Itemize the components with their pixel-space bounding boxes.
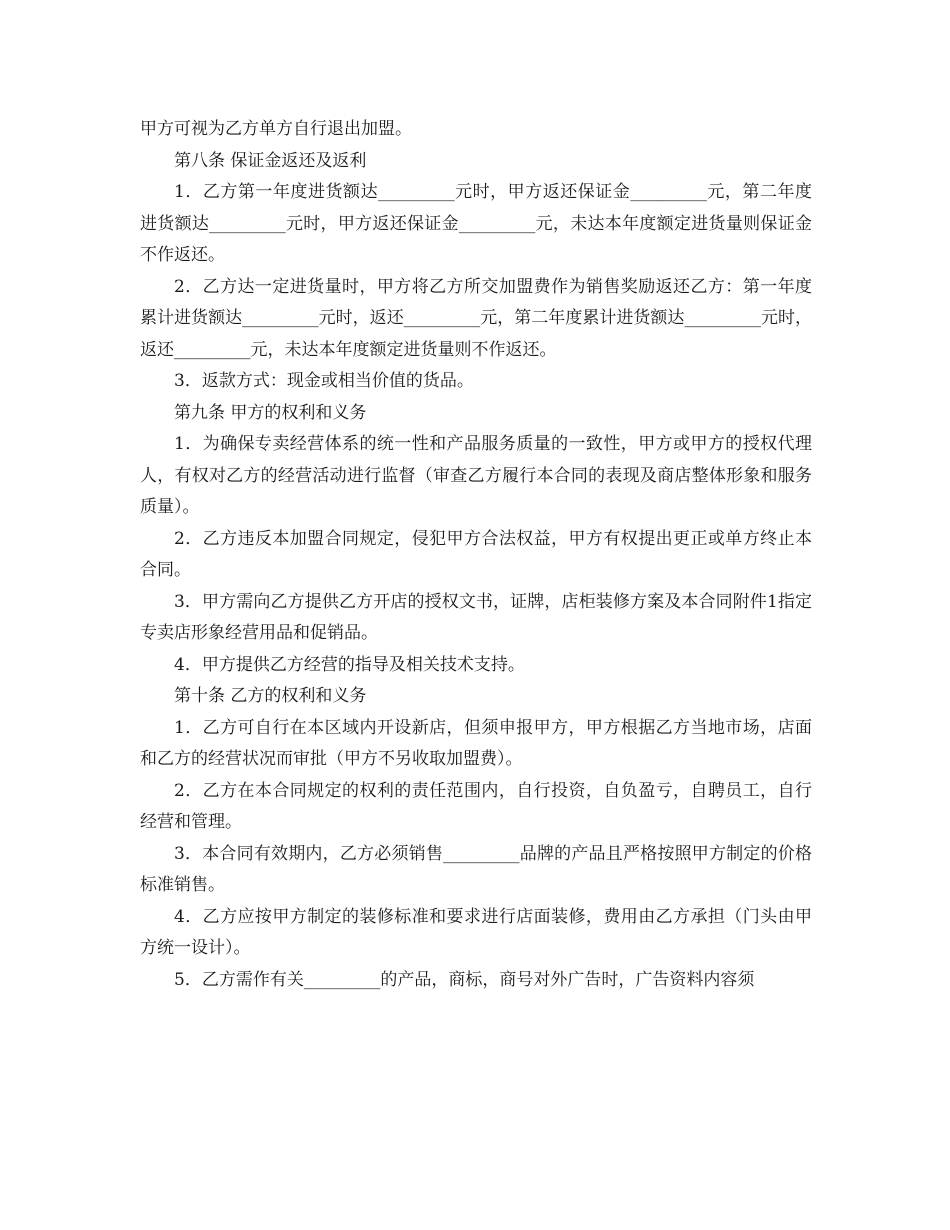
document-body <box>140 114 812 996</box>
article-8-clause-2: 2．乙方达一定进货量时，甲方将乙方所交加盟费作为销售奖励返还乙方：第一年度累计进货额达_________元时，返还_________元，第二年度累计进货额达_________元时，返还_________元，未达本年度额定进货量则不作返还。 <box>140 276 812 360</box>
article-9-clause-2: 2．乙方违反本加盟合同规定，侵犯甲方合法权益，甲方有权提出更正或单方终止本合同。 <box>140 528 812 580</box>
article-8-clause-1: 1．乙方第一年度进货额达_________元时，甲方返还保证金_________元，第二年度进货额达_________元时，甲方返还保证金_________元，未达本年度额定进货量则保证金不作返还。 <box>140 182 812 265</box>
article-8-heading: 第八条 保证金返还及返利 <box>174 150 367 171</box>
article-9-clause-1: 1．为确保专卖经营体系的统一性和产品服务质量的一致性，甲方或甲方的授权代理人，有权对乙方的经营活动进行监督（审查乙方履行本合同的表现及商店整体形象和服务质量）。 <box>140 434 812 517</box>
paragraph-continuation: 甲方可视为乙方单方自行退出加盟。 <box>140 119 412 139</box>
article-9-clause-4: 4．甲方提供乙方经营的指导及相关技术支持。 <box>174 654 525 675</box>
article-10-clause-3: 3．本合同有效期内，乙方必须销售_________品牌的产品且严格按照甲方制定的价格标准销售。 <box>140 843 812 895</box>
article-10-clause-5: 5．乙方需作有关_________的产品，商标，商号对外广告时，广告资料内容须 <box>174 969 755 990</box>
article-8-clause-3: 3．返款方式：现金或相当价值的货品。 <box>174 371 474 391</box>
article-9-clause-3: 3．甲方需向乙方提供乙方开店的授权文书，证牌，店柜装修方案及本合同附件1指定专卖店形象经营用品和促销品。 <box>140 591 812 643</box>
article-10-clause-2: 2．乙方在本合同规定的权利的责任范围内，自行投资，自负盈亏，自聘员工，自行经营和管理。 <box>140 780 812 832</box>
article-10-clause-4: 4．乙方应按甲方制定的装修标准和要求进行店面装修，费用由乙方承担（门头由甲方统一设计）。 <box>140 906 812 958</box>
article-10-heading: 第十条 乙方的权利和义务 <box>174 686 367 706</box>
article-9-heading: 第九条 甲方的权利和义务 <box>174 402 367 423</box>
article-10-clause-1: 1．乙方可自行在本区域内开设新店，但须申报甲方，甲方根据乙方当地市场，店面和乙方的经营状况而审批（甲方不另收取加盟费）。 <box>140 717 812 769</box>
